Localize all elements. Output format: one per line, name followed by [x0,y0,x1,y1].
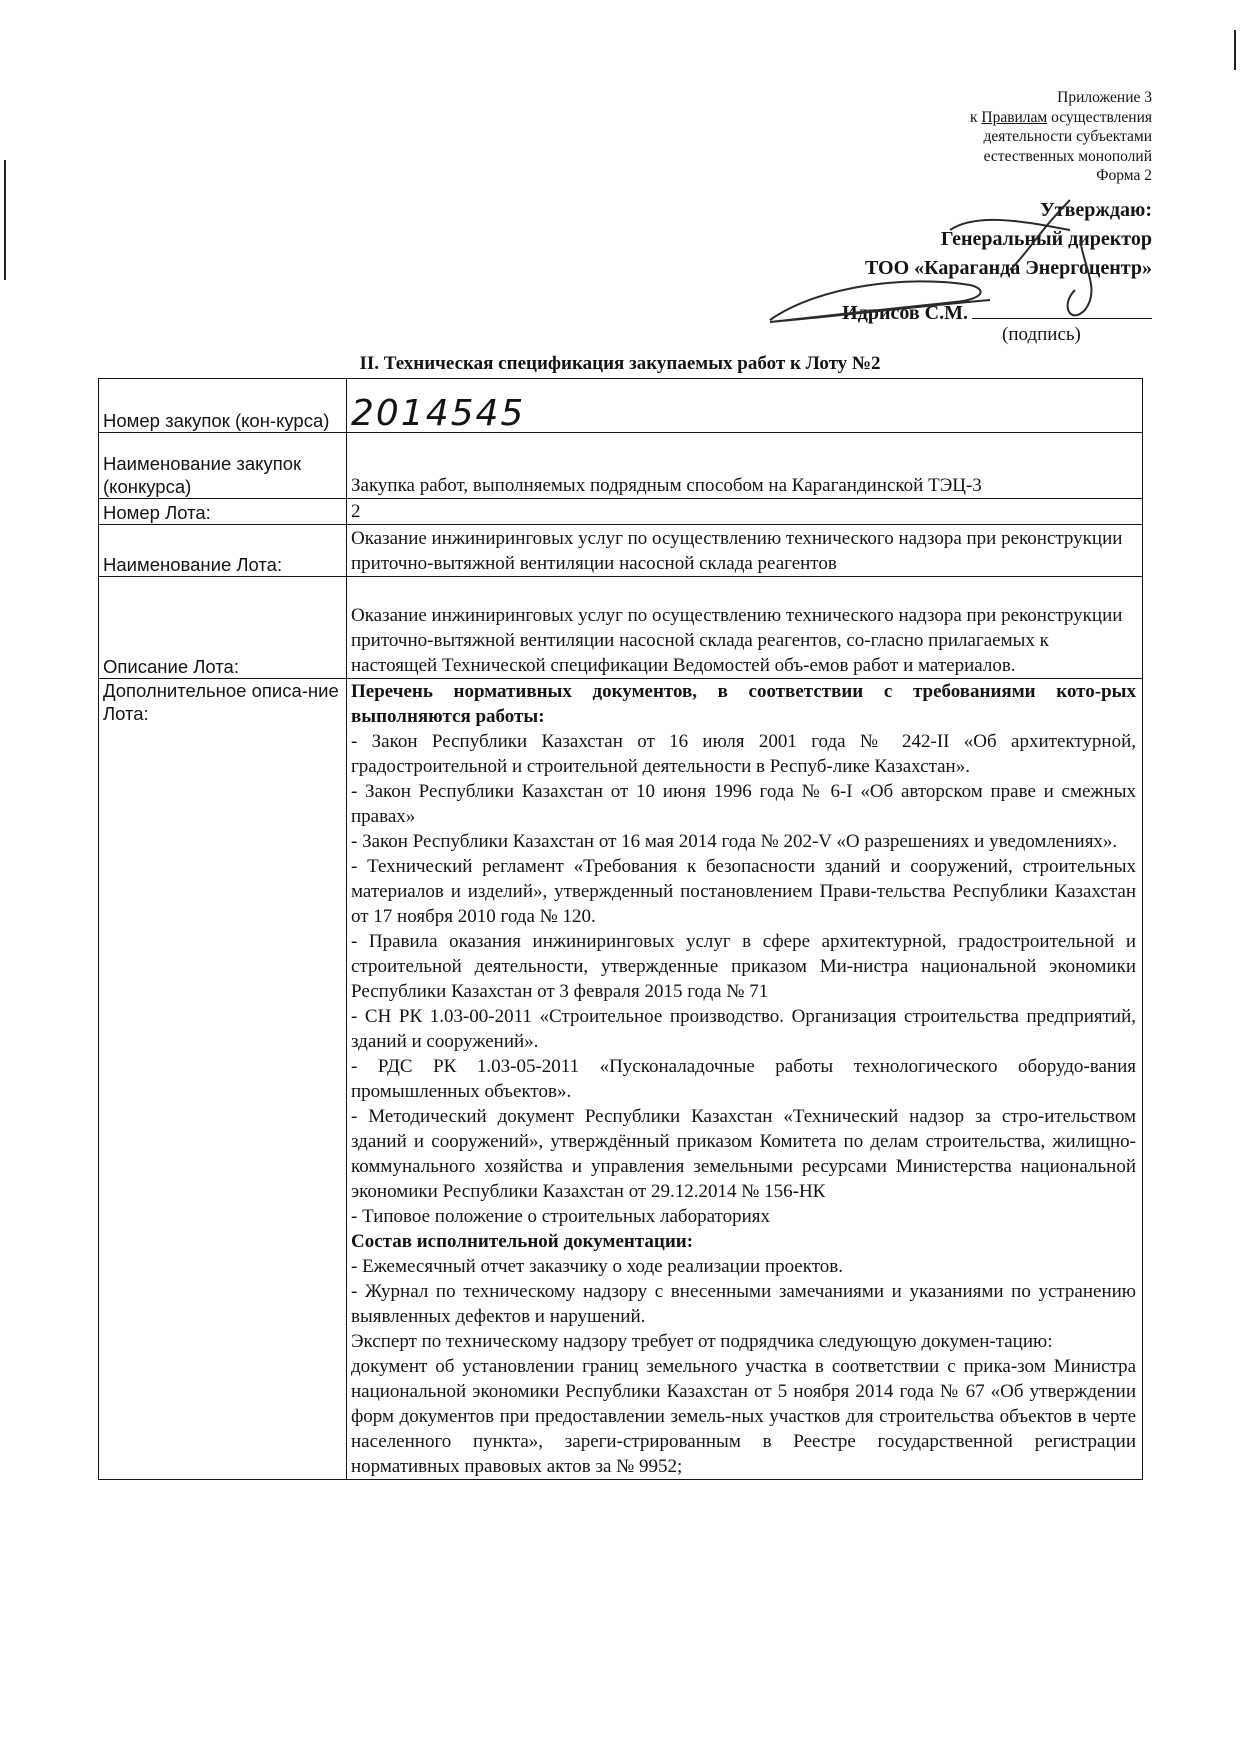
table-row [99,679,1143,1480]
approver-position: Генеральный директор [940,228,1152,250]
approve-label: Утверждаю: [1040,199,1152,221]
list-item: - Закон Республики Казахстан от 16 июля 2001 года № 242-II «Об архитектурной, градостроительной и строительной деятельности в Респуб-лике Казахстан». [351,731,1136,777]
annex-line: Форма 2 [1096,167,1152,184]
annex-rules-link: Правилам [981,108,1048,126]
row-label: Номер Лота: [99,499,347,525]
list-item: - Закон Республики Казахстан от 16 мая 2014 года № 202-V «О разрешениях и уведомлениях». [351,831,1118,852]
signature-caption: (подпись) [1002,324,1081,345]
list-item: - Правила оказания инжиниринговых услуг в сфере архитектурной, градостроительной и строительной деятельности, утвержденные приказом Ми-нистра национальной экономики Республики Казахстан от 3 февраля 2015 года № 71 [351,931,1136,1002]
row-label: Наименование закупок (конкурса) [99,433,347,499]
signature-line [972,317,1152,319]
approval-block [842,196,1152,328]
annex-header [970,88,1152,186]
specification-table [98,378,1143,1480]
section-heading: Перечень нормативных документов, в соответствии с требованиями кото-рых выполняются работы: [351,681,1136,727]
table-row [99,577,1143,679]
annex-line: деятельности субъектами [983,128,1152,145]
annex-line [970,108,1152,128]
table-row [99,525,1143,577]
approver-name: Идрисов С.М. [842,302,968,324]
row-label: Наименование Лота: [99,525,347,577]
scan-margin-mark [1234,30,1236,70]
handwritten-number: 2014545 [351,393,526,434]
list-item: - Типовое положение о строительных лабораториях [351,1206,770,1227]
annex-text: осуществления [1047,108,1152,126]
list-item: Эксперт по техническому надзору требует от подрядчика следующую докумен-тацию: [351,1331,1053,1352]
document-title: II. Техническая спецификация закупаемых работ к Лоту №2 [359,353,881,374]
row-value: Закупка работ, выполняемых подрядным способом на Карагандинской ТЭЦ-3 [347,433,1143,499]
row-label: Описание Лота: [99,577,347,679]
list-item: - СН РК 1.03-00-2011 «Строительное производство. Организация строительства предприятий, зданий и сооружений». [351,1006,1136,1052]
procurement-number [347,379,1143,433]
list-item: - Журнал по техническому надзору с внесенными замечаниями и указаниями по устранению выявленных дефектов и нарушений. [351,1281,1136,1327]
table-row [99,379,1143,433]
list-item: - РДС РК 1.03-05-2011 «Пусконаладочные работы технологического оборудо-вания промышленных объектов». [351,1056,1136,1102]
table-row [99,499,1143,525]
list-item: - Методический документ Республики Казахстан «Технический надзор за стро-ительством зданий и сооружений», утверждённый приказом Комитета по делам строительства, жилищно-коммунального хозяйства и управления земельными ресурсами Министерства национальной экономики Республики Казахстан от 29.12.2014 № 156-НК [351,1106,1136,1202]
row-label: Номер закупок (кон-курса) [99,379,347,433]
table-row [99,433,1143,499]
annex-text: к [969,108,982,126]
list-item: документ об установлении границ земельного участка в соответствии с прика-зом Министра национальной экономики Республики Казахстан от 5 ноября 2014 года № 67 «Об утверждении форм документов при предоставлении земель-ных участков для строительства объектов в черте населенного пункта», зареги-стрированным в Реестре государственной регистрации нормативных правовых актов за № 9952; [351,1356,1136,1477]
row-label: Дополнительное описа-ние Лота: [99,679,347,1480]
row-value: Оказание инжиниринговых услуг по осуществлению технического надзора при реконструкции приточно-вытяжной вентиляции насосной склада реагентов [347,525,1143,577]
list-item: - Технический регламент «Требования к безопасности зданий и сооружений, строительных материалов и изделий», утвержденный постановлением Прави-тельства Республики Казахстан от 17 ноября 2010 года № 120. [351,856,1136,927]
section-heading: Состав исполнительной документации: [351,1231,694,1252]
row-value: 2 [347,499,1143,525]
annex-line: Приложение 3 [1057,89,1152,106]
row-value: Оказание инжиниринговых услуг по осуществлению технического надзора при реконструкции приточно-вытяжной вентиляции насосной склада реагентов, со-гласно прилагаемых к настоящей Технической спецификации Ведомостей объ-емов работ и материалов. [347,577,1143,679]
annex-line: естественных монополий [983,147,1152,165]
list-item: - Ежемесячный отчет заказчику о ходе реализации проектов. [351,1256,843,1277]
approver-name-line [842,299,1152,328]
scan-margin-mark [4,160,6,280]
additional-description [347,679,1143,1480]
list-item: - Закон Республики Казахстан от 10 июня 1996 года № 6-I «Об авторском праве и смежных правах» [351,781,1136,827]
approver-company: ТОО «Караганда Энергоцентр» [864,257,1152,279]
